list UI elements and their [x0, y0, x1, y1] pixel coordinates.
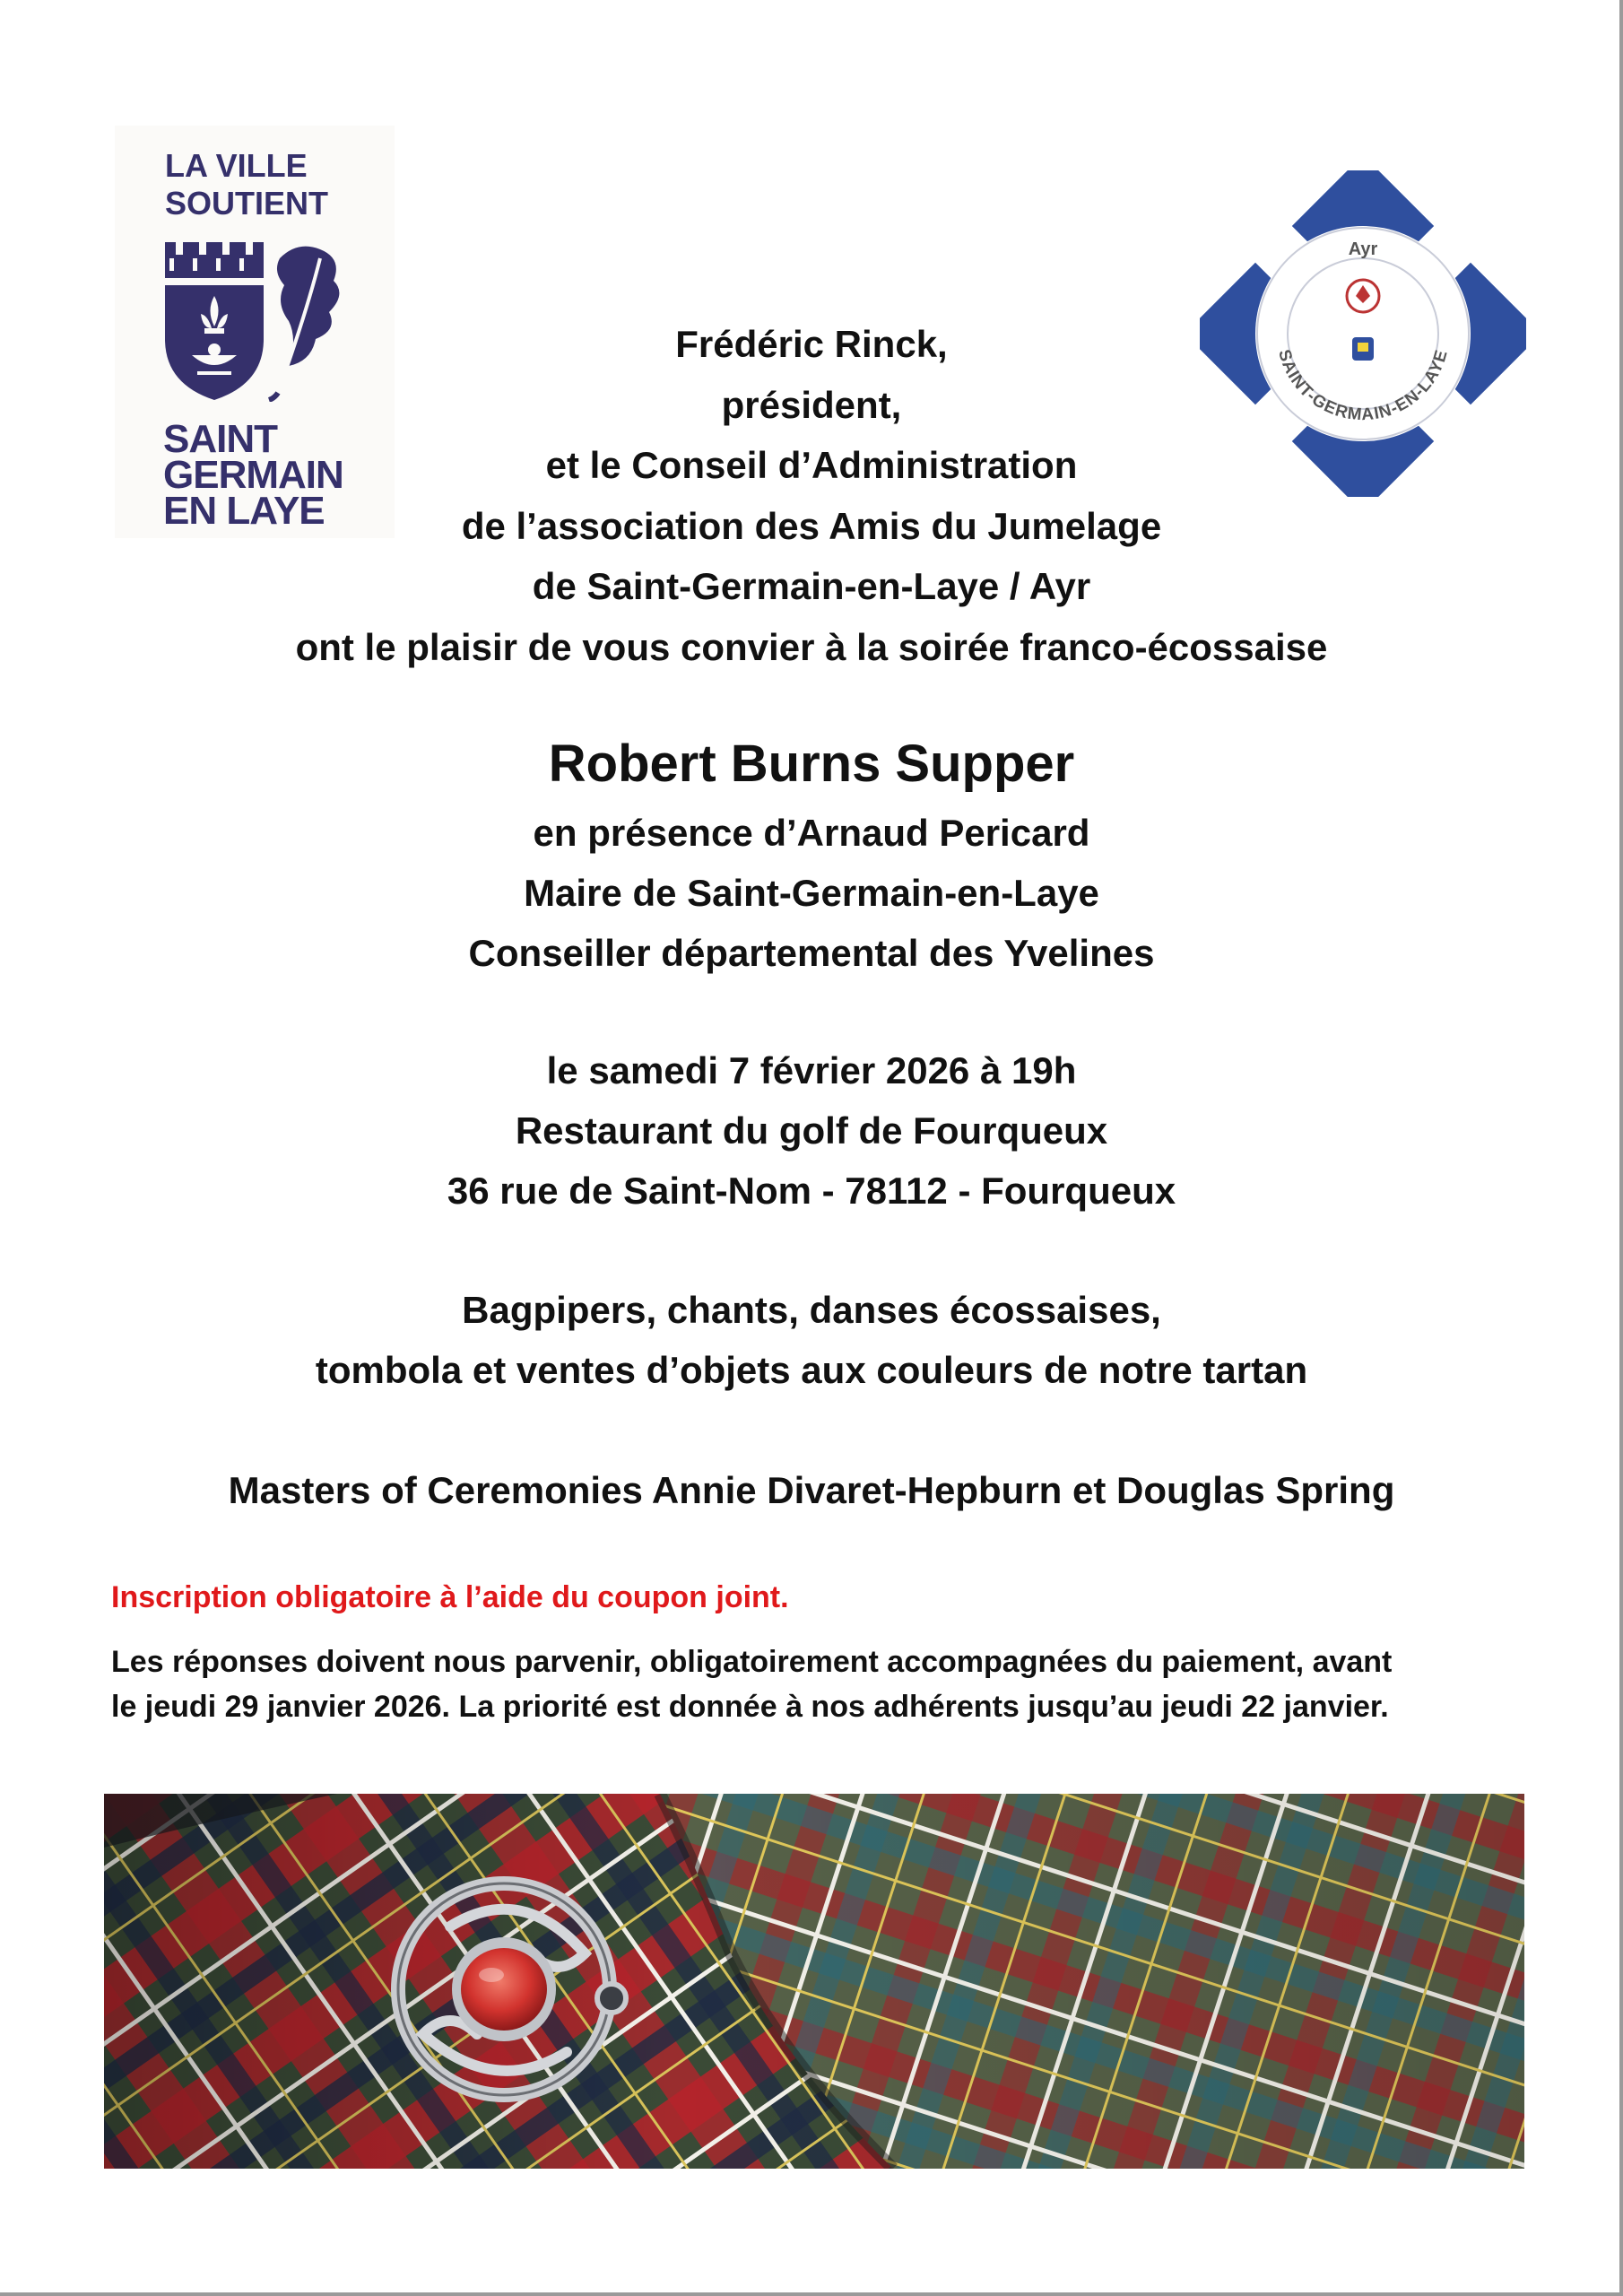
city-logo-bottom-text: SAINT GERMAIN EN LAYE [163, 417, 343, 533]
event-address: 36 rue de Saint-Nom - 78112 - Fourqueux [447, 1170, 1176, 1212]
intro-line: Frédéric Rinck, [675, 323, 948, 365]
intro-line: et le Conseil d’Administration [545, 444, 1078, 486]
activities-line: Bagpipers, chants, danses écossaises, [462, 1289, 1161, 1331]
event-date: le samedi 7 février 2026 à 19h [546, 1049, 1077, 1091]
svg-text:Ayr: Ayr [1348, 239, 1378, 259]
intro-block [0, 314, 1623, 677]
event-title: Robert Burns Supper [548, 735, 1075, 793]
intro-line: ont le plaisir de vous convier à la soirée franco-écossaise [295, 625, 1328, 668]
svg-text:SAINT-GERMAIN-EN-LAYE: SAINT-GERMAIN-EN-LAYE [1274, 347, 1452, 425]
tartan-brooch-photo-icon [104, 1794, 1524, 2169]
presence-block [0, 803, 1623, 983]
registration-required: Inscription obligatoire à l’aide du coupon joint. [111, 1580, 789, 1614]
event-venue: Restaurant du golf de Fourqueux [515, 1109, 1108, 1152]
intro-line: de Saint-Germain-en-Laye / Ayr [532, 565, 1091, 607]
intro-line: de l’association des Amis du Jumelage [461, 504, 1162, 547]
activities-line: tombola et ventes d’objets aux couleurs de notre tartan [315, 1349, 1308, 1391]
registration-line: le jeudi 29 janvier 2026. La priorité est donnée à nos adhérents jusqu’au jeudi 22 janvier. [111, 1690, 1389, 1724]
registration-line: Les réponses doivent nous parvenir, obligatoirement accompagnées du paiement, avant [111, 1645, 1393, 1679]
city-logo-top-text: LA VILLE SOUTIENT [165, 147, 329, 222]
masters-of-ceremonies: Masters of Ceremonies Annie Divaret-Hepburn et Douglas Spring [228, 1469, 1395, 1511]
event-details [0, 1040, 1623, 1221]
presence-line: Maire de Saint-Germain-en-Laye [524, 872, 1099, 914]
intro-line: président, [721, 383, 902, 426]
presence-line: en présence d’Arnaud Pericard [533, 812, 1090, 854]
presence-line: Conseiller départemental des Yvelines [468, 932, 1155, 974]
registration-details [111, 1639, 1564, 1729]
activities-block [0, 1280, 1623, 1400]
